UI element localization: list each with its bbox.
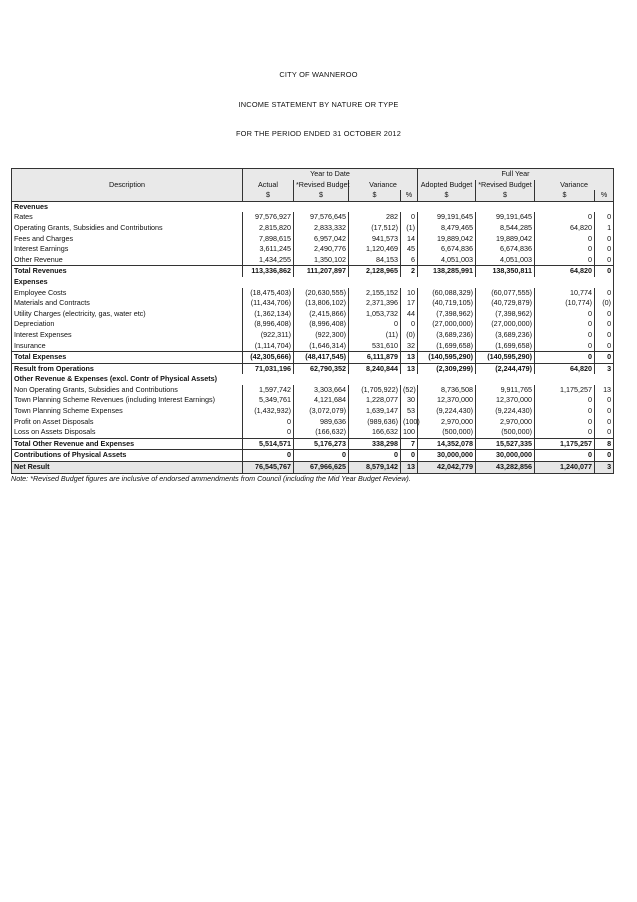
cell-value: 5,176,273: [294, 438, 349, 450]
statement-title: INCOME STATEMENT BY NATURE OR TYPE: [238, 100, 399, 109]
cell-value: 6,674,836: [418, 244, 476, 255]
unit-dollar: $: [418, 190, 476, 201]
cell-value: 0: [535, 395, 595, 406]
full-revised-budget-header: *Revised Budget: [476, 180, 535, 191]
row-description: Revenues: [12, 201, 614, 212]
cell-value: (1,362,134): [243, 309, 294, 320]
cell-value: 0: [243, 417, 294, 428]
cell-value: 0: [535, 309, 595, 320]
cell-value: (166,632): [294, 427, 349, 438]
cell-value: 0: [595, 234, 614, 245]
row-description: Depreciation: [12, 319, 243, 330]
total-row: [12, 363, 614, 374]
cell-value: 1,228,077: [349, 395, 401, 406]
table-row: [12, 427, 614, 438]
cell-value: 30,000,000: [418, 450, 476, 462]
cell-value: 1,175,257: [535, 438, 595, 450]
cell-value: 44: [401, 309, 418, 320]
unit-dollar: $: [535, 190, 595, 201]
period-title: FOR THE PERIOD ENDED 31 OCTOBER 2012: [235, 129, 402, 138]
cell-value: (13,806,102): [294, 298, 349, 309]
full-year-header: Full Year: [418, 169, 614, 180]
row-description: Other Revenue & Expenses (excl. Contr of Physical Assets): [12, 374, 614, 385]
cell-value: (1,699,658): [418, 341, 476, 352]
cell-value: 76,545,767: [243, 462, 294, 474]
cell-value: 6,111,879: [349, 352, 401, 364]
adopted-budget-header: Adopted Budget: [418, 180, 476, 191]
cell-value: (10,774): [535, 298, 595, 309]
cell-value: 989,636: [294, 417, 349, 428]
cell-value: (500,000): [476, 427, 535, 438]
table-body: [12, 201, 614, 473]
footnote: Note: *Revised Budget figures are inclusive of endorsed ammendments from Council (including the Mid Year Budget Review).: [11, 474, 411, 483]
cell-value: 32: [401, 341, 418, 352]
cell-value: (7,398,962): [476, 309, 535, 320]
row-description: Loss on Assets Disposals: [12, 427, 243, 438]
total-row: [12, 450, 614, 462]
net-result-row: [12, 462, 614, 474]
cell-value: 0: [349, 450, 401, 462]
cell-value: 99,191,645: [418, 212, 476, 223]
cell-value: 282: [349, 212, 401, 223]
cell-value: 99,191,645: [476, 212, 535, 223]
cell-value: 67,966,625: [294, 462, 349, 474]
cell-value: (1,646,314): [294, 341, 349, 352]
cell-value: (1,705,922): [349, 385, 401, 396]
row-description: Operating Grants, Subsidies and Contributions: [12, 223, 243, 234]
row-description: Interest Earnings: [12, 244, 243, 255]
unit-dollar: $: [294, 190, 349, 201]
row-description: Net Result: [12, 462, 243, 474]
row-description: Interest Expenses: [12, 330, 243, 341]
cell-value: 8,579,142: [349, 462, 401, 474]
cell-value: 1,639,147: [349, 406, 401, 417]
organisation-title: CITY OF WANNEROO: [279, 70, 358, 79]
year-to-date-header: Year to Date: [243, 169, 418, 180]
cell-value: 1,240,077: [535, 462, 595, 474]
cell-value: (0): [595, 298, 614, 309]
cell-value: 43,282,856: [476, 462, 535, 474]
cell-value: 4,051,003: [418, 255, 476, 266]
table-row: [12, 255, 614, 266]
cell-value: 138,350,811: [476, 266, 535, 277]
cell-value: 0: [535, 406, 595, 417]
cell-value: 13: [595, 385, 614, 396]
row-description: Total Revenues: [12, 266, 243, 277]
table-row: [12, 288, 614, 299]
row-description: Result from Operations: [12, 363, 243, 374]
cell-value: (1,699,658): [476, 341, 535, 352]
cell-value: (48,417,545): [294, 352, 349, 364]
cell-value: 62,790,352: [294, 363, 349, 374]
cell-value: (8,996,408): [243, 319, 294, 330]
cell-value: 0: [595, 266, 614, 277]
section-row: [12, 374, 614, 385]
cell-value: 13: [401, 363, 418, 374]
table-row: [12, 406, 614, 417]
cell-value: 64,820: [535, 266, 595, 277]
cell-value: 6,674,836: [476, 244, 535, 255]
cell-value: 0: [595, 406, 614, 417]
row-description: Non Operating Grants, Subsidies and Contributions: [12, 385, 243, 396]
cell-value: 1,053,732: [349, 309, 401, 320]
unit-pct: %: [401, 190, 418, 201]
cell-value: 0: [595, 212, 614, 223]
cell-value: 100: [401, 427, 418, 438]
table-row: [12, 244, 614, 255]
cell-value: 3,611,245: [243, 244, 294, 255]
cell-value: 2,371,396: [349, 298, 401, 309]
cell-value: 0: [595, 330, 614, 341]
cell-value: (2,309,299): [418, 363, 476, 374]
cell-value: 2: [401, 266, 418, 277]
cell-value: 0: [595, 352, 614, 364]
cell-value: 0: [595, 395, 614, 406]
cell-value: 12,370,000: [418, 395, 476, 406]
unit-pct: %: [595, 190, 614, 201]
row-description: Total Expenses: [12, 352, 243, 364]
row-description: Total Other Revenue and Expenses: [12, 438, 243, 450]
cell-value: 2,833,332: [294, 223, 349, 234]
cell-value: 42,042,779: [418, 462, 476, 474]
cell-value: 0: [243, 427, 294, 438]
cell-value: 7,898,615: [243, 234, 294, 245]
cell-value: 0: [535, 212, 595, 223]
cell-value: 0: [595, 450, 614, 462]
row-description: Employee Costs: [12, 288, 243, 299]
header-row-groups: [12, 169, 614, 180]
cell-value: (8,996,408): [294, 319, 349, 330]
cell-value: 64,820: [535, 223, 595, 234]
cell-value: 0: [401, 450, 418, 462]
cell-value: 6: [401, 255, 418, 266]
cell-value: 5,349,761: [243, 395, 294, 406]
cell-value: 30: [401, 395, 418, 406]
cell-value: 0: [535, 427, 595, 438]
cell-value: (11): [349, 330, 401, 341]
cell-value: (60,088,329): [418, 288, 476, 299]
table-row: [12, 234, 614, 245]
row-description: Town Planning Scheme Revenues (including Interest Earnings): [12, 395, 243, 406]
cell-value: 14: [401, 234, 418, 245]
income-statement-table: [11, 168, 614, 474]
total-row: [12, 352, 614, 364]
table-row: [12, 395, 614, 406]
cell-value: 4,051,003: [476, 255, 535, 266]
cell-value: (18,475,403): [243, 288, 294, 299]
cell-value: 3: [595, 363, 614, 374]
cell-value: 531,610: [349, 341, 401, 352]
cell-value: 0: [535, 417, 595, 428]
table-row: [12, 319, 614, 330]
cell-value: (60,077,555): [476, 288, 535, 299]
cell-value: (922,311): [243, 330, 294, 341]
cell-value: (2,244,479): [476, 363, 535, 374]
cell-value: 7: [401, 438, 418, 450]
total-row: [12, 266, 614, 277]
revised-budget-header: *Revised Budget: [294, 180, 349, 191]
section-row: [12, 201, 614, 212]
cell-value: 1,434,255: [243, 255, 294, 266]
cell-value: (922,300): [294, 330, 349, 341]
unit-dollar: $: [476, 190, 535, 201]
cell-value: 64,820: [535, 363, 595, 374]
cell-value: 2,970,000: [476, 417, 535, 428]
cell-value: 19,889,042: [476, 234, 535, 245]
cell-value: (52): [401, 385, 418, 396]
full-variance-header: Variance: [535, 180, 614, 191]
cell-value: (140,595,290): [476, 352, 535, 364]
cell-value: 1,597,742: [243, 385, 294, 396]
row-description: Utility Charges (electricity, gas, water etc): [12, 309, 243, 320]
cell-value: (2,415,866): [294, 309, 349, 320]
cell-value: 0: [535, 234, 595, 245]
cell-value: 0: [294, 450, 349, 462]
cell-value: 0: [535, 341, 595, 352]
cell-value: (1): [401, 223, 418, 234]
header-row-names: [12, 180, 614, 191]
cell-value: (989,636): [349, 417, 401, 428]
row-description: Town Planning Scheme Expenses: [12, 406, 243, 417]
cell-value: 45: [401, 244, 418, 255]
total-row: [12, 438, 614, 450]
header-row-units: [12, 190, 614, 201]
table-row: [12, 298, 614, 309]
cell-value: 0: [595, 319, 614, 330]
actual-header: Actual: [243, 180, 294, 191]
table-row: [12, 417, 614, 428]
cell-value: 15,527,335: [476, 438, 535, 450]
cell-value: 138,285,991: [418, 266, 476, 277]
row-description: Profit on Asset Disposals: [12, 417, 243, 428]
cell-value: 111,207,897: [294, 266, 349, 277]
unit-dollar: $: [243, 190, 294, 201]
cell-value: 0: [595, 255, 614, 266]
cell-value: 941,573: [349, 234, 401, 245]
cell-value: (3,689,236): [418, 330, 476, 341]
cell-value: 0: [535, 330, 595, 341]
unit-dollar: $: [349, 190, 401, 201]
table-row: [12, 341, 614, 352]
cell-value: 0: [595, 427, 614, 438]
cell-value: 13: [401, 462, 418, 474]
cell-value: 97,576,645: [294, 212, 349, 223]
cell-value: 1,175,257: [535, 385, 595, 396]
cell-value: (9,224,430): [476, 406, 535, 417]
cell-value: 0: [595, 417, 614, 428]
cell-value: 0: [401, 319, 418, 330]
cell-value: 30,000,000: [476, 450, 535, 462]
cell-value: 8,736,508: [418, 385, 476, 396]
cell-value: (20,630,555): [294, 288, 349, 299]
cell-value: 17: [401, 298, 418, 309]
cell-value: 8,544,285: [476, 223, 535, 234]
cell-value: 0: [595, 309, 614, 320]
cell-value: 0: [243, 450, 294, 462]
cell-value: 2,815,820: [243, 223, 294, 234]
cell-value: 113,336,862: [243, 266, 294, 277]
row-description: Insurance: [12, 341, 243, 352]
table-row: [12, 330, 614, 341]
cell-value: 2,490,776: [294, 244, 349, 255]
cell-value: 8,479,465: [418, 223, 476, 234]
cell-value: 0: [535, 319, 595, 330]
cell-value: 4,121,684: [294, 395, 349, 406]
cell-value: 53: [401, 406, 418, 417]
description-header: Description: [12, 180, 243, 191]
row-description: Other Revenue: [12, 255, 243, 266]
cell-value: (11,434,706): [243, 298, 294, 309]
cell-value: 3,303,664: [294, 385, 349, 396]
cell-value: (27,000,000): [418, 319, 476, 330]
cell-value: 19,889,042: [418, 234, 476, 245]
cell-value: 0: [401, 212, 418, 223]
cell-value: (0): [401, 330, 418, 341]
cell-value: 10,774: [535, 288, 595, 299]
cell-value: 97,576,927: [243, 212, 294, 223]
table-row: [12, 309, 614, 320]
cell-value: 2,128,965: [349, 266, 401, 277]
cell-value: 166,632: [349, 427, 401, 438]
cell-value: (3,072,079): [294, 406, 349, 417]
cell-value: 338,298: [349, 438, 401, 450]
cell-value: 12,370,000: [476, 395, 535, 406]
cell-value: 0: [535, 352, 595, 364]
cell-value: (40,729,879): [476, 298, 535, 309]
cell-value: 5,514,571: [243, 438, 294, 450]
cell-value: 1,120,469: [349, 244, 401, 255]
row-description: Materials and Contracts: [12, 298, 243, 309]
cell-value: (140,595,290): [418, 352, 476, 364]
cell-value: 9,911,765: [476, 385, 535, 396]
cell-value: 1: [595, 223, 614, 234]
table-row: [12, 212, 614, 223]
cell-value: 0: [535, 450, 595, 462]
cell-value: (1,114,704): [243, 341, 294, 352]
row-description: Fees and Charges: [12, 234, 243, 245]
cell-value: (500,000): [418, 427, 476, 438]
row-description: Expenses: [12, 277, 614, 288]
cell-value: (1,432,932): [243, 406, 294, 417]
cell-value: (9,224,430): [418, 406, 476, 417]
cell-value: (7,398,962): [418, 309, 476, 320]
cell-value: 2,970,000: [418, 417, 476, 428]
cell-value: (27,000,000): [476, 319, 535, 330]
table-row: [12, 223, 614, 234]
table-row: [12, 385, 614, 396]
cell-value: 8: [595, 438, 614, 450]
cell-value: 1,350,102: [294, 255, 349, 266]
section-row: [12, 277, 614, 288]
cell-value: 0: [535, 255, 595, 266]
cell-value: 84,153: [349, 255, 401, 266]
cell-value: 0: [349, 319, 401, 330]
cell-value: 14,352,078: [418, 438, 476, 450]
cell-value: 0: [535, 244, 595, 255]
cell-value: (17,512): [349, 223, 401, 234]
cell-value: (100): [401, 417, 418, 428]
variance-header: Variance: [349, 180, 418, 191]
cell-value: (42,305,666): [243, 352, 294, 364]
cell-value: 0: [595, 288, 614, 299]
cell-value: 3: [595, 462, 614, 474]
cell-value: (3,689,236): [476, 330, 535, 341]
cell-value: 0: [595, 341, 614, 352]
cell-value: 10: [401, 288, 418, 299]
cell-value: 13: [401, 352, 418, 364]
cell-value: (40,719,105): [418, 298, 476, 309]
cell-value: 0: [595, 244, 614, 255]
cell-value: 6,957,042: [294, 234, 349, 245]
row-description: Contributions of Physical Assets: [12, 450, 243, 462]
cell-value: 2,155,152: [349, 288, 401, 299]
cell-value: 71,031,196: [243, 363, 294, 374]
cell-value: 8,240,844: [349, 363, 401, 374]
row-description: Rates: [12, 212, 243, 223]
